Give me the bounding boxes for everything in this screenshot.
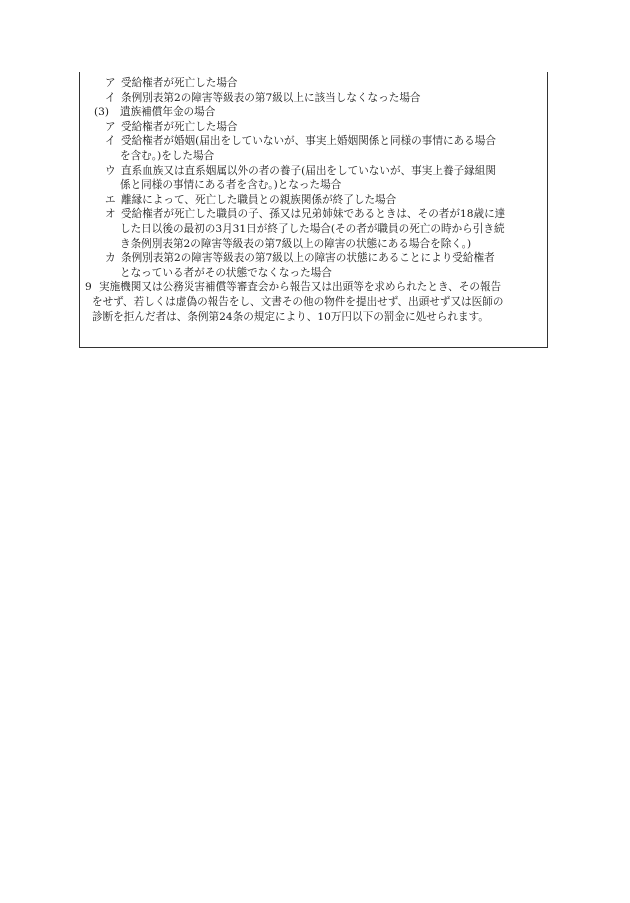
item-mark: オ: [105, 208, 116, 221]
item-text: 受給権者が死亡した場合: [121, 77, 238, 89]
item-o: [80, 207, 547, 222]
item-mark: ウ: [105, 164, 116, 177]
item-mark: ア: [105, 120, 116, 133]
clause-text: 実施機関又は公務災害補償等審査会から報告又は出頭等を求められたとき、その報告: [99, 281, 502, 294]
item-i: [80, 91, 547, 106]
item-text: 係と同様の事情にある者を含む。)となった場合: [120, 179, 342, 192]
item-continuation: [80, 178, 547, 193]
item-text: となっている者がその状態でなくなった場合: [120, 266, 332, 279]
clause-9: [80, 280, 547, 295]
item-text: を含む。)をした場合: [120, 149, 215, 162]
item-text: き条例別表第2の障害等級表の第7級以上の障害の状態にある場合を除く。): [120, 237, 472, 250]
item-mark: エ: [105, 193, 116, 206]
item-text: 直系血族又は直系姻属以外の者の養子(届出をしていないが、事実上養子縁組関: [121, 164, 496, 177]
item-text: した日以後の最初の3月31日が終了した場合(その者が職員の死亡の時から引き続: [120, 222, 505, 235]
item-text: 条例別表第2の障害等級表の第7級以上の障害の状態にあることにより受給権者: [121, 252, 495, 265]
item-text: 条例別表第2の障害等級表の第7級以上に該当しなくなった場合: [121, 91, 421, 104]
item-mark: イ: [105, 135, 116, 148]
section-title: 遺族補償年金の場合: [120, 106, 216, 119]
clause-text: 診断を拒んだ者は、条例第24条の規定により、10万円以下の罰金に処せられます。: [92, 310, 489, 323]
item-ka: [80, 251, 547, 266]
clause-text: をせず、若しくは虚偽の報告をし、文書その他の物件を提出せず、出頭せず又は医師の: [92, 295, 504, 308]
item-continuation: [80, 266, 547, 281]
clause-number: 9: [85, 281, 92, 294]
clause-continuation: [80, 295, 547, 310]
item-continuation: [80, 222, 547, 237]
item-mark: ア: [105, 77, 116, 89]
item-mark: カ: [105, 252, 116, 265]
item-a: [80, 120, 547, 135]
item-mark: イ: [105, 91, 116, 104]
item-text: 受給権者が死亡した場合: [121, 120, 238, 133]
item-continuation: [80, 237, 547, 252]
item-text: 受給権者が婚姻(届出をしていないが、事実上婚姻関係と同様の事情にある場合: [121, 135, 496, 148]
document-frame: [79, 72, 548, 348]
item-text: 離縁によって、死亡した職員との親族関係が終了した場合: [121, 193, 397, 206]
item-continuation: [80, 149, 547, 164]
item-u: [80, 164, 547, 179]
item-e: [80, 193, 547, 208]
item-text: 受給権者が死亡した職員の子、孫又は兄弟姉妹であるときは、その者が18歳に達: [121, 208, 506, 221]
section-heading: [80, 105, 547, 120]
clause-continuation: [80, 310, 547, 325]
item-a: [80, 76, 547, 91]
section-number: (3): [94, 106, 110, 119]
item-i: [80, 134, 547, 149]
